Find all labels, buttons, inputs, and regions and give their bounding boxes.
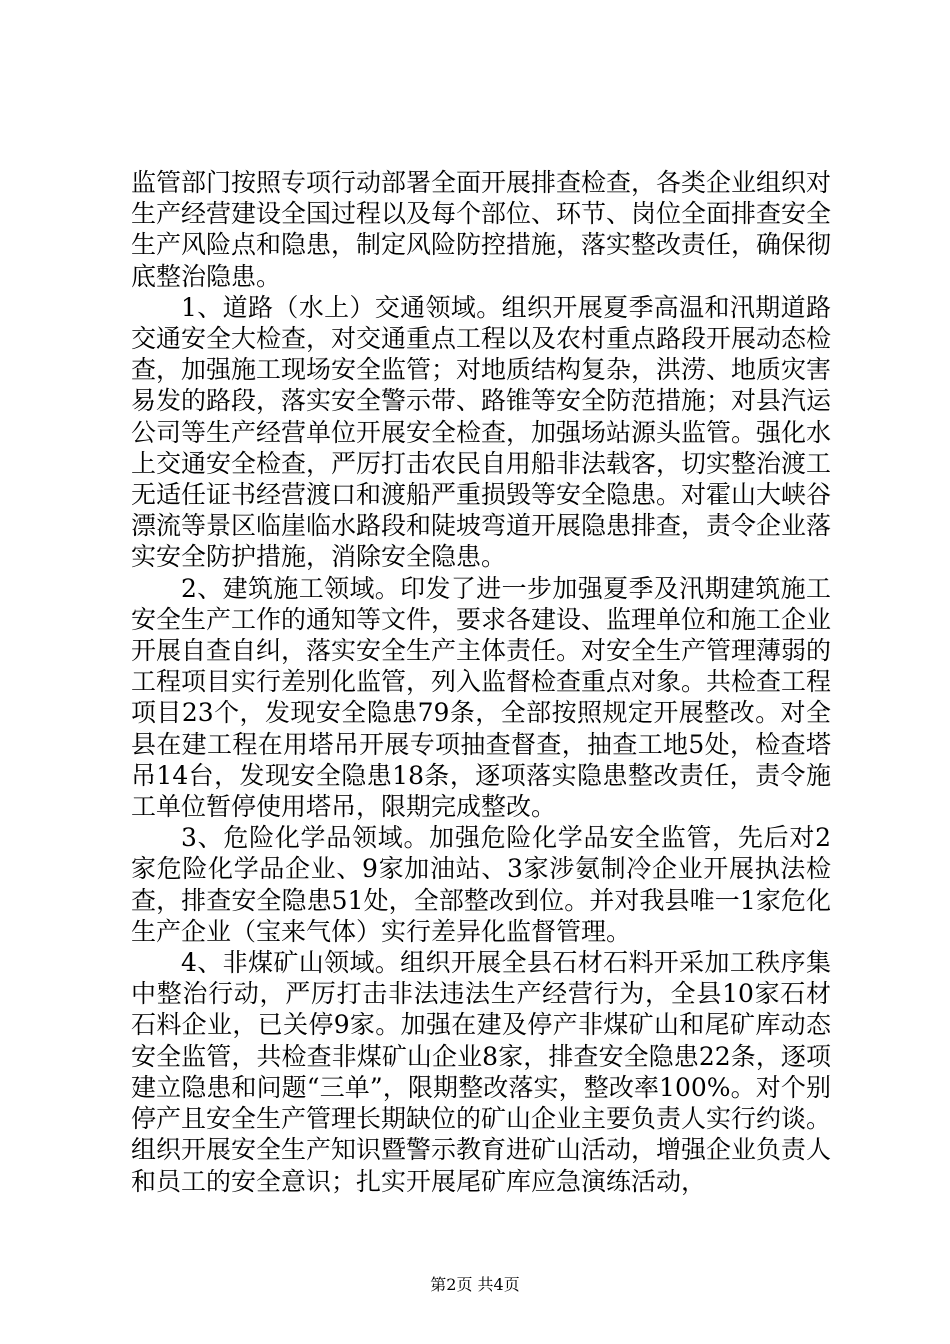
paragraph-road-traffic: 1、道路（水上）交通领域。组织开展夏季高温和汛期道路交通安全大检查，对交通重点工程以及农村重点路段开展动态检查，加强施工现场安全监管；对地质结构复杂，洪涝、地质灾害易发的路段，落实安全警示带、路锥等安全防范措施；对县汽运公司等生产经营单位开展安全检查，加强场站源头监管。强化水上交通安全检查，严厉打击农民自用船非法载客，切实整治渡工无适任证书经营渡口和渡船严重损毁等安全隐患。对霍山大峡谷漂流等景区临崖临水路段和陡坡弯道开展隐患排查，责令企业落实安全防护措施，消除安全隐患。 [131,292,832,572]
paragraph-continuation: 监管部门按照专项行动部署全面开展排查检查，各类企业组织对生产经营建设全国过程以及每个部位、环节、岗位全面排查安全生产风险点和隐患，制定风险防控措施，落实整改责任，确保彻底整治隐患。 [131,168,832,291]
document-body [131,167,831,1197]
paragraph-construction: 2、建筑施工领域。印发了进一步加强夏季及汛期建筑施工安全生产工作的通知等文件，要求各建设、监理单位和施工企业开展自查自纠，落实安全生产主体责任。对安全生产管理薄弱的工程项目实行差别化监管，列入监督检查重点对象。共检查工程项目23个，发现安全隐患79条，全部按照规定开展整改。对全县在建工程在用塔吊开展专项抽查督查，抽查工地5处，检查塔吊14台，发现安全隐患18条，逐项落实隐患整改责任，责令施工单位暂停使用塔吊，限期完成整改。 [131,573,832,822]
paragraph-non-coal-mines: 4、非煤矿山领域。组织开展全县石材石料开采加工秩序集中整治行动，严厉打击非法违法生产经营行为，全县10家石材石料企业，已关停9家。加强在建及停产非煤矿山和尾矿库动态安全监管，共检查非煤矿山企业8家，排查安全隐患22条，逐项建立隐患和问题“三单”，限期整改落实，整改率100%。对个别停产且安全生产管理长期缺位的矿山企业主要负责人实行约谈。组织开展安全生产知识暨警示教育进矿山活动，增强企业负责人和员工的安全意识；扎实开展尾矿库应急演练活动， [131,948,832,1196]
page-footer: 第2页 共4页 [430,1275,520,1294]
paragraph-hazardous-chemicals: 3、危险化学品领域。加强危险化学品安全监管，先后对2家危险化学品企业、9家加油站、3家涉氨制冷企业开展执法检查，排查安全隐患51处，全部整改到位。并对我县唯一1家危化生产企业（宝来气体）实行差异化监督管理。 [131,823,831,946]
